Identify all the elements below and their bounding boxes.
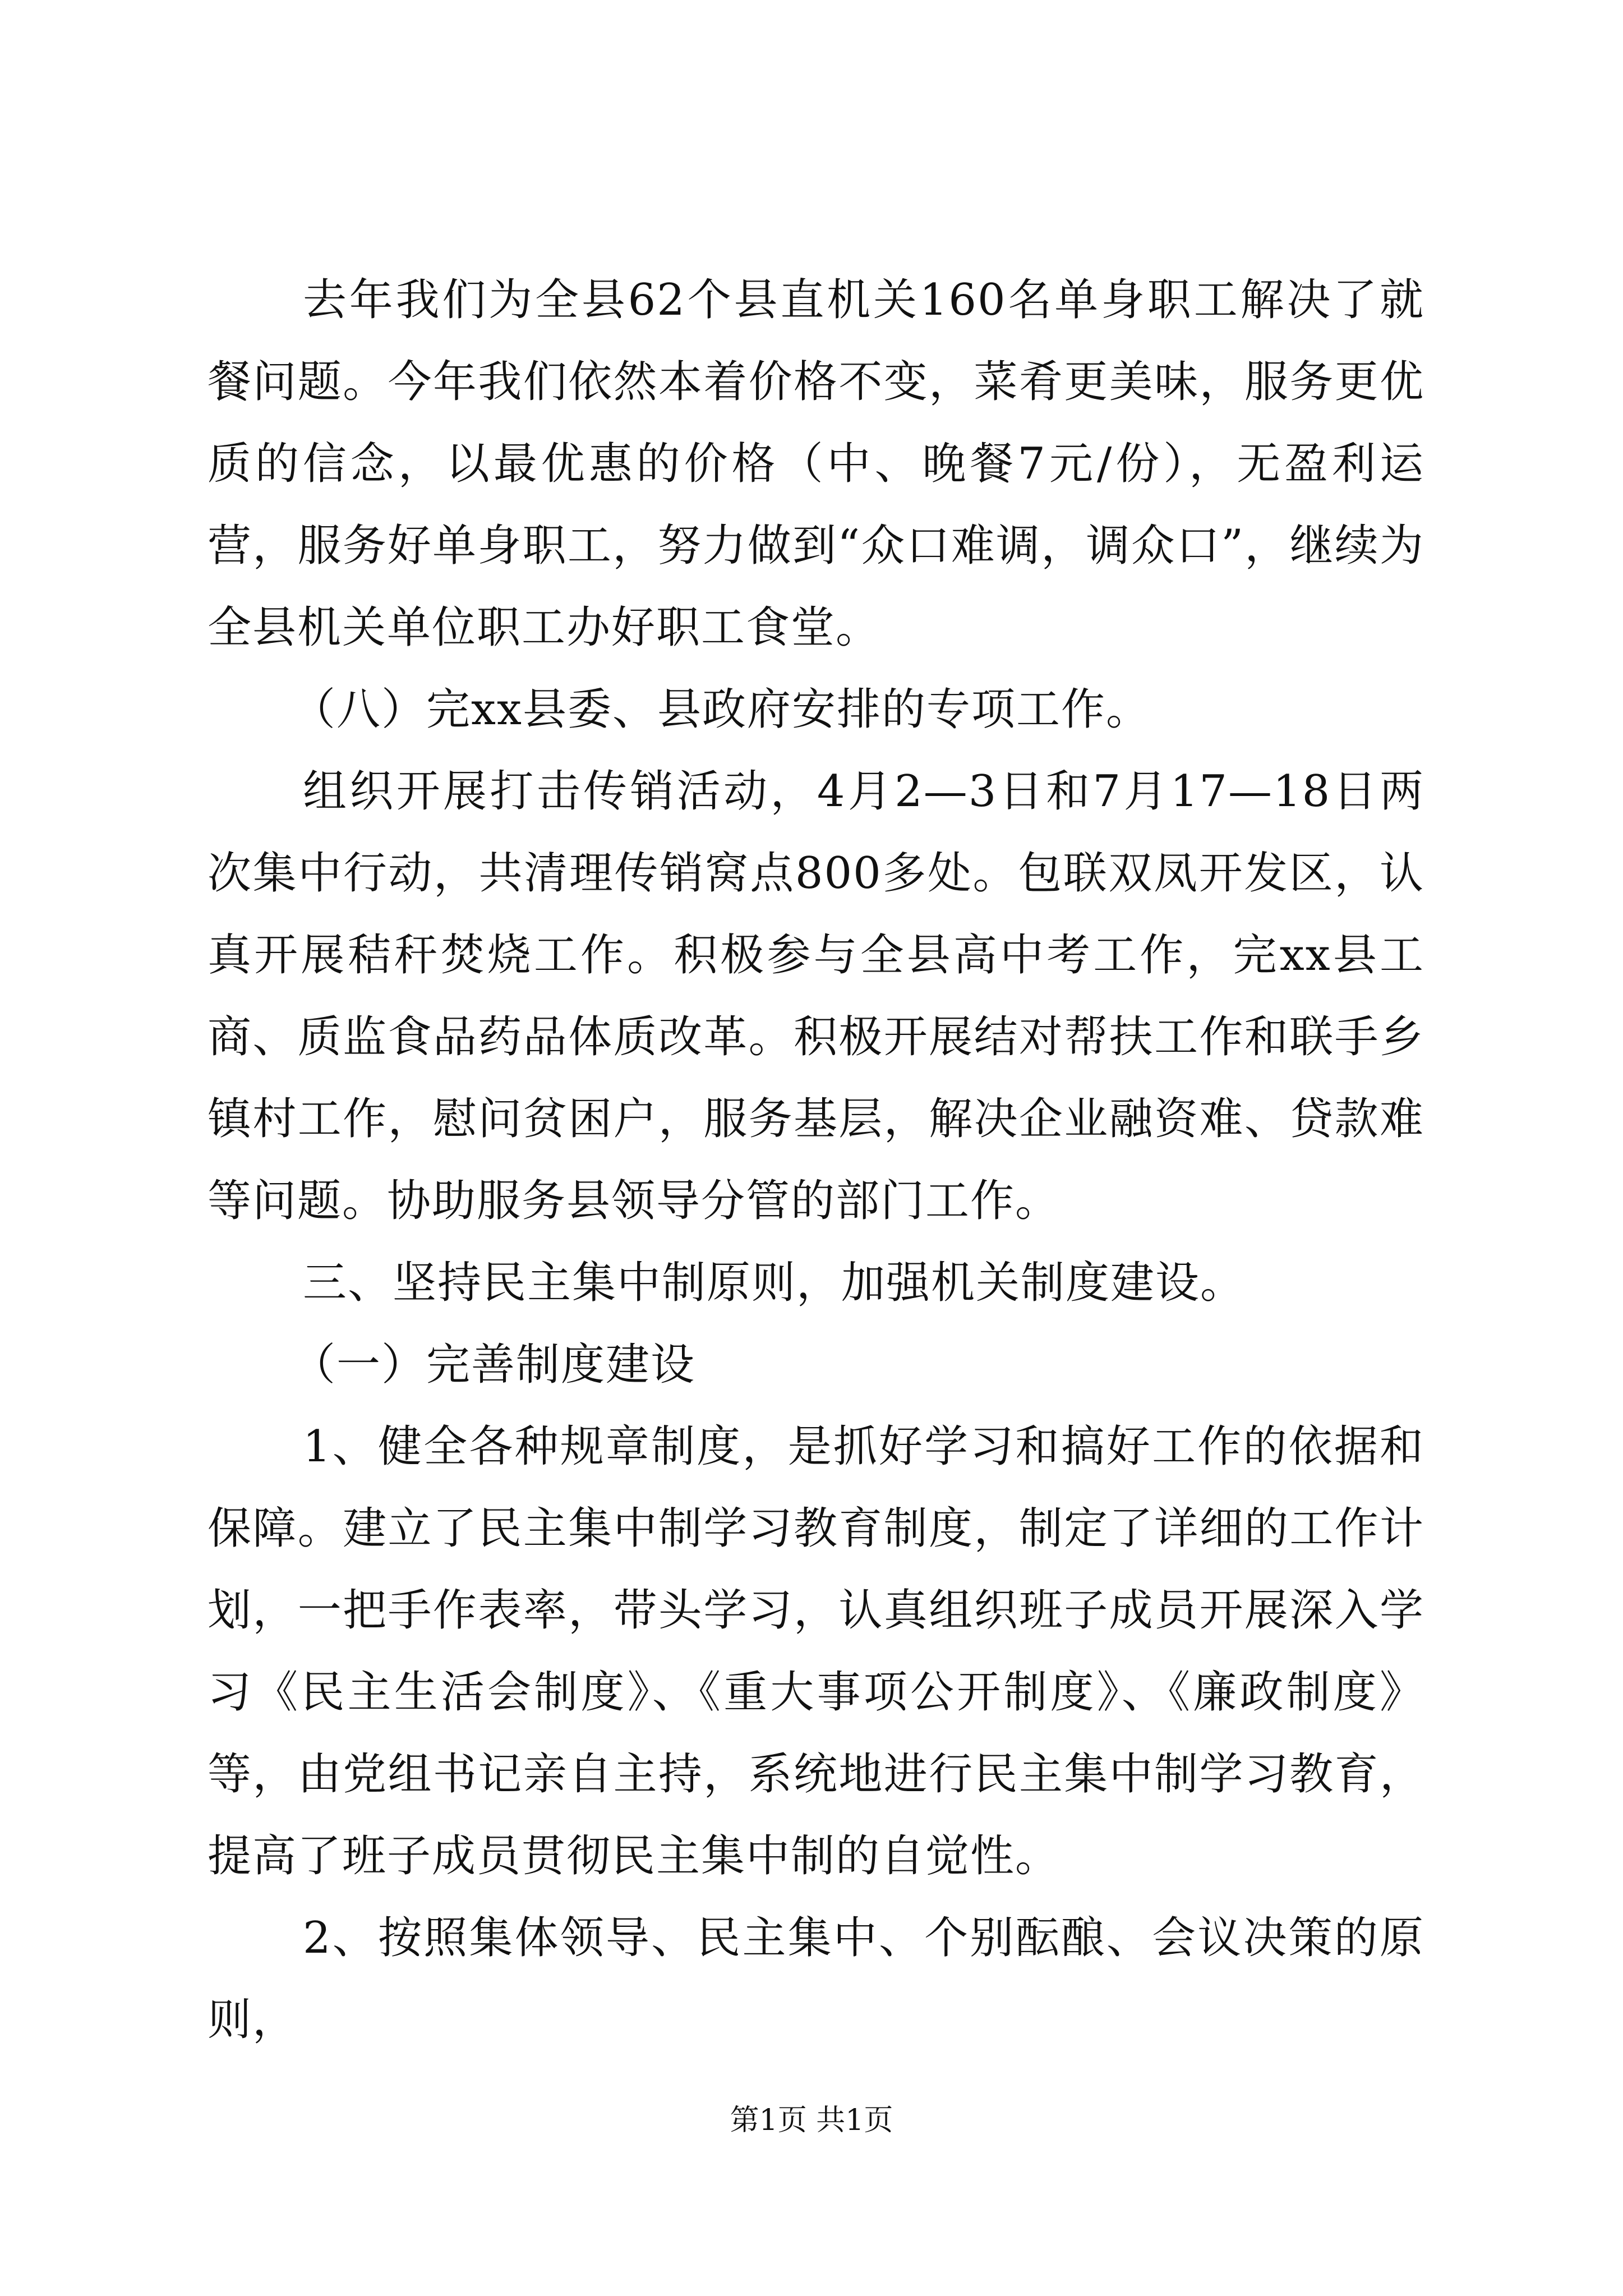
heading-democratic-centralism: 三、坚持民主集中制原则，加强机关制度建设。 [303,1258,1246,1308]
heading-special-work: （八）完xx县委、县政府安排的专项工作。 [292,684,1151,735]
paragraph-special-work: 组织开展打击传销活动，4月2—3日和7月17—18日两次集中行动，共清理传销窝点800多处。包联双凤开发区，认真开展秸秆焚烧工作。积极参与全县高中考工作，完xx县工商、质监食品药品体质改革。积极开展结对帮扶工作和联手乡镇村工作，慰问贫困户，服务基层，解决企业融资难、贷款难等问题。协助服务县领导分管的部门工作。 [208,766,1424,1226]
paragraph-canteen: 去年我们为全县62个县直机关160名单身职工解决了就餐问题。今年我们依然本着价格不变，菜肴更美味，服务更优质的信念，以最优惠的价格（中、晚餐7元/份），无盈利运营，服务好单身职工，努力做到“众口难调，调众口”，继续为全县机关单位职工办好职工食堂。 [208,275,1424,653]
paragraph-rules-regulations: 1、健全各种规章制度，是抓好学习和搞好工作的依据和保障。建立了民主集中制学习教育制度，制定了详细的工作计划，一把手作表率，带头学习，认真组织班子成员开展深入学习《民主生活会制度》、《重大事项公开制度》、《廉政制度》等，由党组书记亲自主持，系统地进行民主集中制学习教育，提高了班子成员贯彻民主集中制的自觉性。 [208,1421,1424,1881]
page-number-footer: 第1页 共1页 [730,2104,893,2137]
paragraph-collective-leadership: 2、按照集体领导、民主集中、个别酝酿、会议决策的原则， [208,1913,1424,2045]
document-body [208,259,1424,2061]
heading-improve-system: （一）完善制度建设 [292,1340,696,1390]
